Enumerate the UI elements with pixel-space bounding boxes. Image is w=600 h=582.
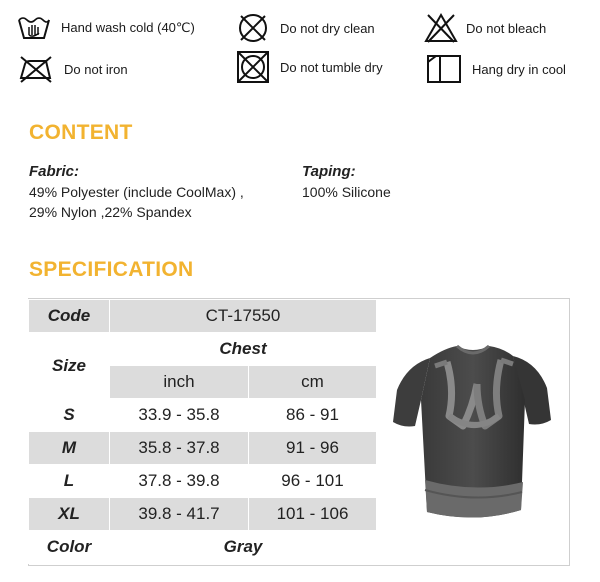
cm-cell: 91 - 96 (249, 432, 377, 465)
no-dry-clean-icon (236, 12, 270, 44)
inch-cell: 37.8 - 39.8 (110, 465, 249, 498)
no-bleach-icon (424, 12, 458, 44)
code-value: CT-17550 (110, 300, 377, 333)
cm-cell: 86 - 91 (249, 399, 377, 432)
fabric-block (29, 162, 244, 222)
no-tumble-dry-icon (236, 50, 270, 84)
inch-label: inch (110, 366, 249, 399)
hand-wash-icon (17, 14, 51, 42)
table-row (29, 399, 377, 432)
cm-label: cm (249, 366, 377, 399)
hand-wash-label: Hand wash cold (40℃) (61, 20, 195, 35)
cm-cell: 96 - 101 (249, 465, 377, 498)
code-row (29, 300, 377, 333)
size-cell: M (29, 432, 110, 465)
content-heading: CONTENT (29, 121, 133, 144)
hang-dry-label: Hang dry in cool (472, 61, 566, 77)
chest-header-row (29, 333, 377, 366)
care-no-bleach (424, 12, 546, 44)
specification-heading: SPECIFICATION (29, 258, 194, 281)
hang-dry-icon (426, 54, 462, 84)
no-bleach-label: Do not bleach (466, 20, 547, 36)
chest-label: Chest (110, 333, 377, 366)
color-row (29, 531, 377, 564)
size-cell: XL (29, 498, 110, 531)
no-tumble-dry-label: Do not tumble dry (280, 59, 383, 75)
taping-value: 100% Silicone (302, 184, 391, 200)
care-hang-dry (426, 54, 566, 84)
inch-cell: 39.8 - 41.7 (110, 498, 249, 531)
size-label: Size (29, 333, 110, 399)
color-label: Color (29, 531, 110, 564)
shirt-image (385, 330, 565, 535)
table-row (29, 465, 377, 498)
fabric-label: Fabric: (29, 163, 80, 180)
code-label: Code (29, 300, 110, 333)
no-iron-icon (18, 54, 54, 84)
cm-cell: 101 - 106 (249, 498, 377, 531)
no-dry-clean-label: Do not dry clean (280, 20, 375, 36)
taping-block (302, 162, 391, 202)
table-row (29, 432, 377, 465)
no-iron-label: Do not iron (64, 61, 128, 77)
spec-table (28, 299, 377, 564)
size-cell: L (29, 465, 110, 498)
care-no-tumble-dry (236, 50, 383, 84)
inch-cell: 35.8 - 37.8 (110, 432, 249, 465)
fabric-line-1: 49% Polyester (include CoolMax) , (29, 184, 244, 200)
color-value: Gray (110, 531, 377, 564)
care-hand-wash (17, 14, 195, 42)
fabric-line-2: 29% Nylon ,22% Spandex (29, 204, 192, 220)
size-cell: S (29, 399, 110, 432)
care-no-iron (18, 54, 128, 84)
table-row (29, 498, 377, 531)
care-no-dry-clean (236, 12, 375, 44)
inch-cell: 33.9 - 35.8 (110, 399, 249, 432)
taping-label: Taping: (302, 163, 356, 180)
